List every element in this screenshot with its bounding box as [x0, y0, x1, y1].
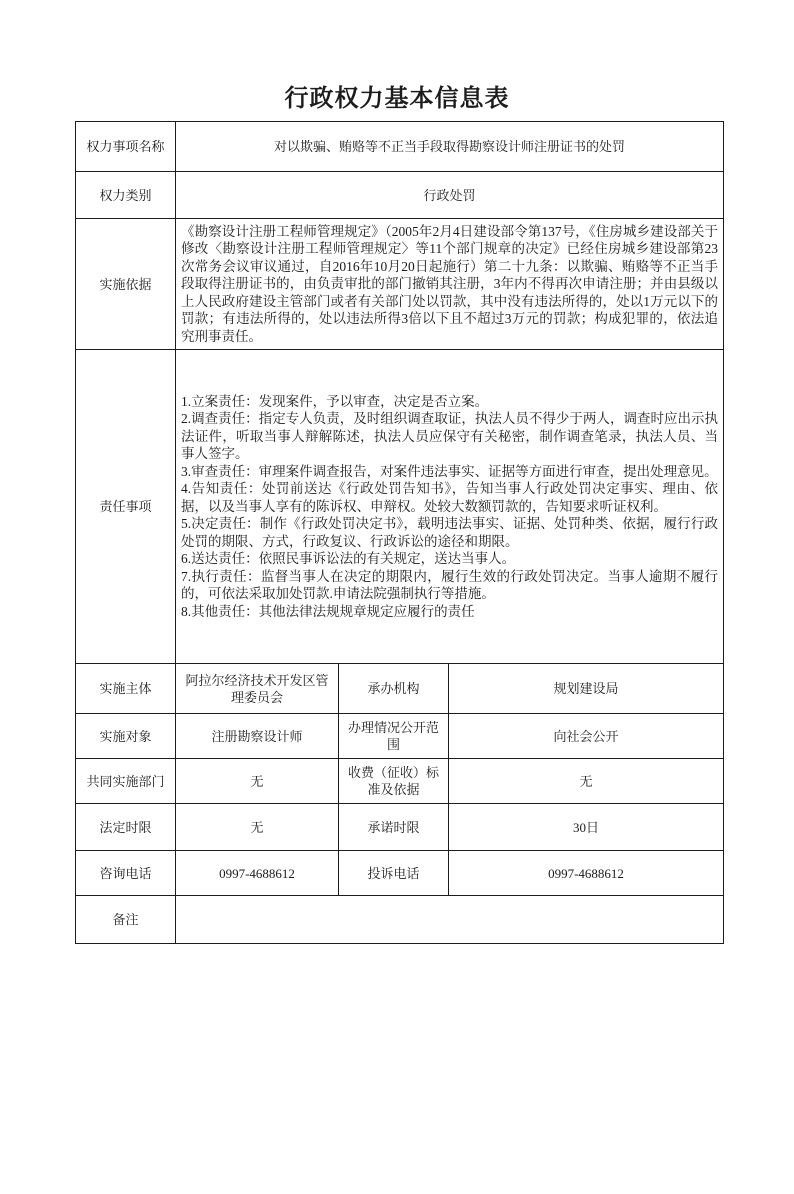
duty-item-8: 8.其他责任：其他法律法规规章规定应履行的责任 — [181, 603, 475, 619]
public-scope-value: 向社会公开 — [449, 714, 724, 759]
consult-phone-value: 0997-4688612 — [176, 851, 339, 896]
duty-item-7: 7.执行责任：监督当事人在决定的期限内，履行生效的行政处罚决定。当事人逾期不履行的，可依法采取加处罚款.申请法院强制执行等措施。 — [181, 568, 719, 602]
duty-item-2: 2.调查责任：指定专人负责，及时组织调查取证，执法人员不得少于两人，调查时应出示执法证件，听取当事人辩解陈述，执法人员应保守有关秘密，制作调查笔录，执法人员、当事人签字。 — [181, 411, 719, 462]
row-subject — [76, 664, 724, 714]
legal-time-label: 法定时限 — [76, 804, 176, 851]
row-joint — [76, 759, 724, 804]
basis-value: 《勘察设计注册工程师管理规定》（2005年2月4日建设部令第137号，《住房城乡建设部关于修改〈勘察设计注册工程师管理规定〉等11个部门规章的决定》已经住房城乡建设部第23次常务会议审议通过，自2016年10月20日起施行）第二十九条：以欺骗、贿赂等不正当手段取得注册证书的，由负责审批的部门撤销其注册，3年内不得再次申请注册；并由县级以上人民政府建设主管部门或者有关部门处以罚款，其中没有违法所得的，处以1万元以下的罚款；有违法所得的，处以违法所得3倍以下且不超过3万元的罚款；构成犯罪的，依法追究刑事责任。 — [176, 219, 724, 350]
duty-item-3: 3.审查责任：审理案件调查报告，对案件违法事实、证据等方面进行审查，提出处理意见。 — [181, 463, 718, 479]
duty-item-6: 6.送达责任：依照民事诉讼法的有关规定，送达当事人。 — [181, 551, 516, 567]
remark-value — [176, 896, 724, 944]
duty-item-1: 1.立案责任：发现案件，予以审查，决定是否立案。 — [181, 393, 489, 409]
category-value: 行政处罚 — [176, 172, 724, 219]
public-scope-label: 办理情况公开范围 — [339, 714, 449, 759]
fee-standard-label: 收费（征收）标准及依据 — [339, 759, 449, 804]
row-duty — [76, 350, 724, 664]
row-item-name — [76, 122, 724, 172]
subject-label: 实施主体 — [76, 664, 176, 714]
target-label: 实施对象 — [76, 714, 176, 759]
complaint-phone-value: 0997-4688612 — [449, 851, 724, 896]
row-phone — [76, 851, 724, 896]
fee-standard-value: 无 — [449, 759, 724, 804]
row-time-limit — [76, 804, 724, 851]
row-target — [76, 714, 724, 759]
duty-item-5: 5.决定责任：制作《行政处罚决定书》，载明违法事实、证据、处罚种类、依据，履行行政处罚的期限、方式，行政复议、行政诉讼的途径和期限。 — [181, 516, 719, 549]
target-value: 注册勘察设计师 — [176, 714, 339, 759]
remark-label: 备注 — [76, 896, 176, 944]
duty-value — [176, 350, 724, 664]
consult-phone-label: 咨询电话 — [76, 851, 176, 896]
joint-dept-value: 无 — [176, 759, 339, 804]
basis-label: 实施依据 — [76, 219, 176, 350]
handling-org-label: 承办机构 — [339, 664, 449, 714]
legal-time-value: 无 — [176, 804, 339, 851]
promised-time-value: 30日 — [449, 804, 724, 851]
handling-org-value: 规划建设局 — [449, 664, 724, 714]
item-name-value: 对以欺骗、贿赂等不正当手段取得勘察设计师注册证书的处罚 — [176, 122, 724, 172]
duty-item-4: 4.告知责任：处罚前送达《行政处罚告知书》，告知当事人行政处罚决定事实、理由、依据，以及当事人享有的陈诉权、申辩权。处较大数额罚款的，告知要求听证权利。 — [181, 481, 719, 514]
row-category — [76, 172, 724, 219]
item-name-label: 权力事项名称 — [76, 122, 176, 172]
info-table — [75, 121, 724, 944]
document-page — [0, 86, 794, 944]
row-remark — [76, 896, 724, 944]
page-title: 行政权力基本信息表 — [284, 86, 510, 112]
promised-time-label: 承诺时限 — [339, 804, 449, 851]
subject-value: 阿拉尔经济技术开发区管理委员会 — [176, 664, 339, 714]
category-label: 权力类别 — [76, 172, 176, 219]
row-basis — [76, 219, 724, 350]
duty-label: 责任事项 — [76, 350, 176, 664]
joint-dept-label: 共同实施部门 — [76, 759, 176, 804]
complaint-phone-label: 投诉电话 — [339, 851, 449, 896]
